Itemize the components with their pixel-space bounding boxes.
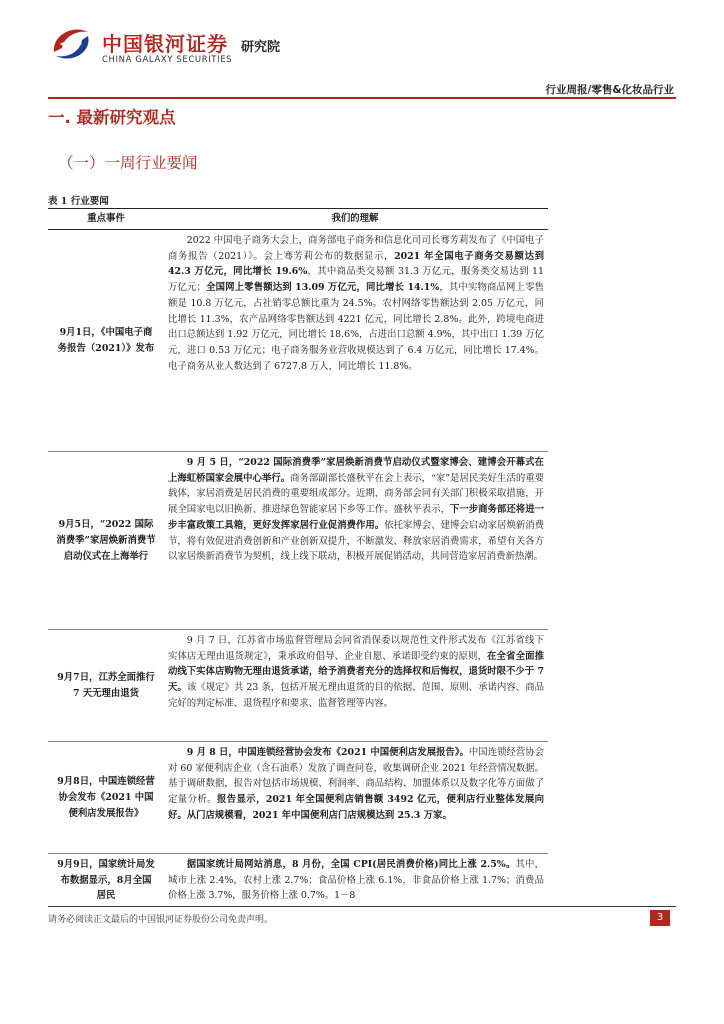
view-text: 其中，城市上涨 2.4%，农村上涨 2.7%；食品价格上涨 6.1%，非食品价格上涨 1.7%；消费品价格上涨 3.7%，服务价格上涨 0.7%。1－8 [168,859,544,902]
view-highlight: 在全省全面推动线下实体店购物无理由退货承诺，给予消费者充分的选择权和后悔权，退货时限不少于 7 天。 [168,650,544,694]
column-header-view: 我们的理解 [162,209,548,230]
view-cell [162,630,548,742]
logo-chinese-name: 中国银河证券 [102,32,228,56]
header-divider [48,97,676,99]
view-highlight: 9 月 8 日，中国连锁经营协会发布《2021 中国便利店发展报告》。 [186,747,469,758]
view-highlight: 全国网上零售额达到 13.09 万亿元，同比增长 14.1% [205,282,440,294]
view-cell [162,742,548,854]
view-text: 中国连锁经营协会对 60 家便利店企业（含石油系）发放了调查问卷，收集调研企业 2021 年经营情况数据。基于调研数据，报告对包括市场规模、利润率、商品结构、加盟体系以及数字化等方面做了定量分析。 [168,747,544,806]
view-cell [162,854,548,907]
footer-divider [48,906,676,907]
table-header-row [48,209,548,230]
view-highlight: 2021 年全国电子商务交易额达到 42.3 万亿元，同比增长 19.6% [168,250,544,278]
event-cell: 9月1日，《中国电子商务报告（2021）》发布 [48,230,162,452]
report-category: 行业周报/零售&化妆品行业 [545,84,674,96]
view-text: 依托家博会、建博会启动家居焕新消费节，将有效促进消费创新和产业创新双提升，不断激发、释放家居消费需求，希望有关各方以家居焕新消费节为契机，线上线下联动，积极开展促销活动，共同营造家居消费新热潮。 [168,519,544,563]
page-number: 3 [650,910,670,926]
view-text: 9 月 7 日，江苏省市场监督管理局会同省消保委以规范性文件形式发布《江苏省线下实体店无理由退货规定》，秉承政府倡导、企业自愿、承诺即受约束的原则， [168,635,544,662]
table-row [48,630,548,742]
section-heading: 一. 最新研究观点 [48,108,176,127]
disclaimer-note: 请务必阅读正文最后的中国银河证券股份公司免责声明。 [48,915,274,925]
table-row [48,230,548,452]
view-cell [162,452,548,630]
column-header-event: 重点事件 [48,209,162,230]
view-text: 商务部副部长盛秋平在会上表示，“家”是居民美好生活的重要载体，家居消费是居民消费的重要组成部分。近期，商务部会同有关部门积极采取措施，开展全国家电以旧换新、推进绿色智能家居下乡等工作。盛秋平表示， [168,472,544,516]
event-cell: 9月8日，中国连锁经营协会发布《2021 中国便利店发展报告》 [48,742,162,854]
view-highlight: 9 月 5 日，“2022 国际消费季”家居焕新消费节启动仪式暨家博会、建博会开幕式在上海虹桥国家会展中心举行。 [168,457,544,484]
event-cell: 9月5日，“2022 国际消费季”家居焕新消费节启动仪式在上海举行 [48,452,162,630]
view-text: ，其中实物商品网上零售额是 10.8 万亿元，占社销零总额比重为 24.5%。农村网络零售额达到 2.05 万亿元，同比增长 11.3%，农产品网络零售额达到 4221 亿元，同比增长 2.8%。此外，跨境电商进出口总额达到 1.92 万亿元，同比增长 18.6%，占进出口总额 4.9%，其中出口 1.39 万亿元，进口 0.53 万亿元；电子商务服务业营收规模达到了 6.4 万亿元，同比增长 17.4%。电子商务从业人数达到了 6727.8 万人，同比增长 11.8%。 [168,282,544,372]
view-text: ，其中商品类交易额 31.3 万亿元，服务类交易达到 11 万亿元； [168,266,544,294]
table-row [48,742,548,854]
view-highlight: 报告显示，2021 年全国便利店销售额 3492 亿元，便利店行业整体发展向好。从门店规模看，2021 年中国便利店门店规模达到 25.3 万家。 [168,794,544,821]
table-row [48,854,548,907]
table-caption: 表 1 行业要闻 [48,196,109,207]
view-highlight: 下一步商务部还将进一步丰富政策工具箱，更好发挥家居行业促消费作用。 [168,504,544,531]
view-highlight: 据国家统计局网站消息，8 月份，全国 CPI(居民消费价格)同比上涨 2.5%。 [186,859,516,870]
event-cell: 9月9日，国家统计局发布数据显示，8月全国居民 [48,854,162,907]
view-text: 2022 中国电子商务大会上，商务部电子商务和信息化司司长骞芳莉发布了《中国电子商务报告（2021）》。会上骞芳莉公布的数据显示， [168,235,544,262]
view-text: 该《规定》共 23 条，包括开展无理由退货的目的依据、范围、原则、承诺内容、商品完好的判定标准、退货程序和要求、监督管理等内容。 [168,682,544,709]
event-cell: 9月7日，江苏全面推行 7 天无理由退货 [48,630,162,742]
table-row [48,452,548,630]
view-cell [162,230,548,452]
logo-english-name: CHINA GALAXY SECURITIES [102,55,233,65]
subsection-heading: （一）一周行业要闻 [58,154,198,172]
institute-label: 研究院 [241,40,281,55]
galaxy-logo-icon [48,22,94,66]
industry-news-table [48,208,548,907]
